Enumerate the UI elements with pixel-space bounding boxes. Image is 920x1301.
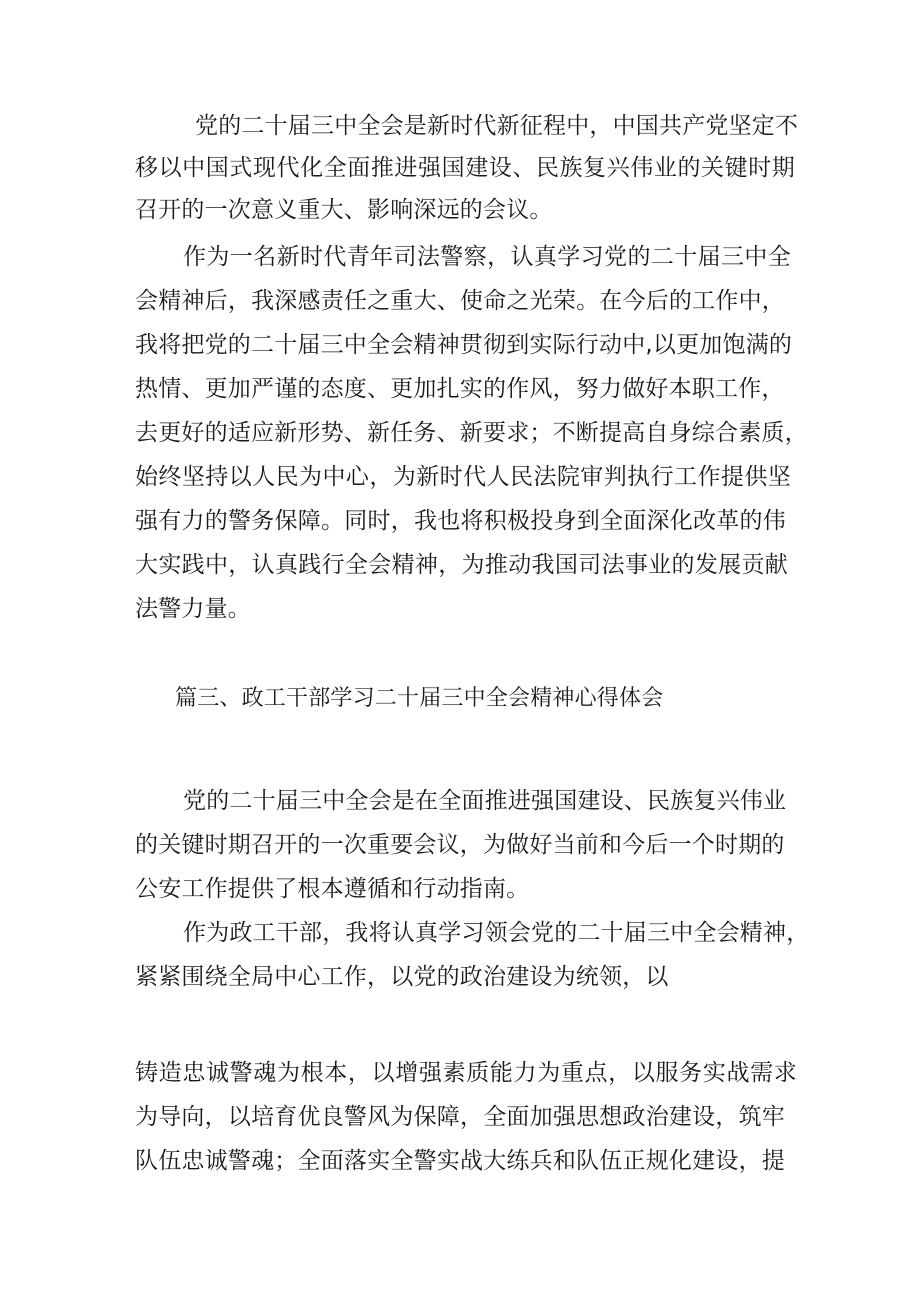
- paragraph-2-line-4: 热情、更加严谨的态度、更加扎实的作风，努力做好本职工作，: [135, 376, 785, 402]
- paragraph-5-line-3: 队伍忠诚警魂；全面落实全警实战大练兵和队伍正规化建设，提: [135, 1148, 785, 1174]
- paragraph-2-line-9: 法警力量。: [135, 596, 251, 622]
- paragraph-3-line-1: 党的二十届三中全会是在全面推进强国建设、民族复兴伟业: [183, 788, 787, 814]
- paragraph-3-line-3: 公安工作提供了根本遵循和行动指南。: [135, 876, 530, 902]
- paragraph-2-line-3: 我将把党的二十届三中全会精神贯彻到实际行动中,以更加饱满的: [135, 332, 793, 358]
- paragraph-2-line-1: 作为一名新时代青年司法警察，认真学习党的二十届三中全: [183, 244, 791, 270]
- paragraph-4-line-2: 紧紧围绕全局中心工作，以党的政治建设为统领，以: [135, 964, 669, 990]
- paragraph-2-line-2: 会精神后，我深感责任之重大、使命之光荣。在今后的工作中，: [135, 288, 785, 314]
- paragraph-5-line-1: 铸造忠诚警魂为根本，以增强素质能力为重点，以服务实战需求: [135, 1060, 797, 1086]
- paragraph-4-line-1: 作为政工干部，我将认真学习领会党的二十届三中全会精神，: [183, 920, 810, 946]
- section-heading: 篇三、政工干部学习二十届三中全会精神心得体会: [175, 686, 664, 711]
- paragraph-5-line-2: 为导向，以培育优良警风为保障，全面加强思想政治建设，筑牢: [135, 1104, 785, 1130]
- paragraph-1-line-3: 召开的一次意义重大、影响深远的会议。: [135, 197, 553, 223]
- paragraph-3-line-2: 的关键时期召开的一次重要会议，为做好当前和今后一个时期的: [135, 832, 785, 858]
- paragraph-2-line-5: 去更好的适应新形势、新任务、新要求；不断提高自身综合素质，: [135, 420, 808, 446]
- paragraph-2-line-6: 始终坚持以人民为中心，为新时代人民法院审判执行工作提供坚: [135, 464, 791, 490]
- paragraph-1-line-1: 党的二十届三中全会是新时代新征程中，中国共产党坚定不: [195, 113, 799, 139]
- paragraph-2-line-7: 强有力的警务保障。同时，我也将积极投身到全面深化改革的伟: [135, 508, 786, 534]
- paragraph-1-line-2: 移以中国式现代化全面推进强国建设、民族复兴伟业的关键时期: [135, 155, 795, 181]
- paragraph-2-line-8: 大实践中，认真践行全会精神，为推动我国司法事业的发展贡献: [135, 552, 788, 578]
